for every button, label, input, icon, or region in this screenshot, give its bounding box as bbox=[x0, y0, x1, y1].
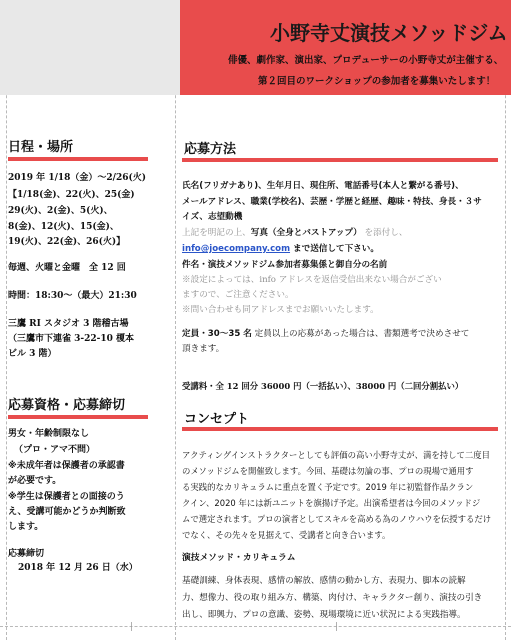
apply-heading: 応募方法 bbox=[184, 142, 237, 157]
capacity-label: 定員・30～35 名 bbox=[182, 329, 252, 339]
eligibility-line: ※学生は保護者との面接のう bbox=[8, 492, 125, 502]
venue-line: （三鷹市下連雀 3-22-10 榎本 bbox=[8, 334, 135, 344]
email-instruction bbox=[182, 243, 379, 255]
schedule-divider bbox=[8, 157, 148, 161]
concept-line: のメソッドジムを開催致します。今回、基礎は勿論の事、プロの現場で通用す bbox=[182, 466, 474, 476]
schedule-date-line: 8(金)、12(火)、15(金)、 bbox=[8, 222, 119, 232]
layout-guide-bottom bbox=[0, 626, 511, 627]
photo-suffix: を添付し、 bbox=[361, 228, 408, 238]
header-subtitle-line2: 第２回目のワークショップの参加者を募集いたします！ bbox=[258, 76, 496, 87]
photo-requirement: 写真（全身とバストアップ） bbox=[250, 228, 362, 238]
concept-line: る実践的なカリキュラムに重点を置く予定です。2019 年に初監督作品クラン bbox=[182, 482, 474, 492]
schedule-date-line: 【1/18(金)、22(火)、25(金) bbox=[8, 190, 135, 200]
apply-note: ※設定によっては、info アドレスを返信受信出来ない場合がござい bbox=[182, 275, 442, 285]
photo-instruction bbox=[182, 227, 407, 239]
schedule-date-line: 19(火)、22(金)、26(火)】 bbox=[8, 237, 126, 247]
capacity-line bbox=[182, 328, 469, 340]
deadline-label: 応募締切 bbox=[8, 549, 45, 559]
eligibility-heading: 応募資格・応募締切 bbox=[8, 398, 126, 413]
eligibility-line: します。 bbox=[8, 522, 44, 532]
apply-requirements-line: イズ、志望動機 bbox=[182, 212, 243, 222]
eligibility-line: ※未成年者は保護者の承認書 bbox=[8, 461, 125, 471]
concept-divider bbox=[182, 427, 498, 431]
page-title: 小野寺丈演技メソッドジム bbox=[270, 21, 508, 45]
eligibility-line: が必要です。 bbox=[8, 476, 62, 486]
apply-note: ※問い合わせも同アドレスまでお願いいたします。 bbox=[182, 305, 379, 315]
concept-line: でなく、その先々を見据えて、受講者と向き合います。 bbox=[182, 530, 391, 540]
crop-mark-icon: | bbox=[335, 622, 339, 632]
deadline-date: 2018 年 12 月 26 日（水） bbox=[18, 563, 138, 573]
email-link[interactable]: info@joecompany.com bbox=[182, 244, 291, 254]
crop-mark-icon: | bbox=[130, 622, 134, 632]
capacity-text-cont: 頂きます。 bbox=[182, 344, 225, 354]
subject-instruction: 件名・演技メソッドジム参加者募集係と御自分の名前 bbox=[182, 260, 388, 270]
schedule-heading: 日程・場所 bbox=[8, 140, 74, 155]
curriculum-heading: 演技メソッド・カリキュラム bbox=[182, 553, 296, 563]
concept-line: ムで選定されます。プロの演者としてスキルを高める為のノウハウを伝授するだけ bbox=[182, 514, 492, 524]
curriculum-line: 基礎訓練、身体表現、感情の解放、感情の動かし方、表現力、脚本の読解 bbox=[182, 576, 466, 586]
curriculum-line: 力、想像力、役の取り組み方、構築、肉付け、キャラクター創り、演技の引き bbox=[182, 593, 483, 603]
apply-divider bbox=[182, 158, 498, 162]
apply-requirements-line: 氏名(フリガナあり)、生年月日、現住所、電話番号(本人と繋がる番号)、 bbox=[182, 181, 464, 191]
photo-prefix: 上記を明記の上、 bbox=[182, 228, 251, 238]
layout-guide-gutter bbox=[175, 0, 176, 640]
concept-line: クイン、2020 年には新ユニットを旗揚げ予定。出演希望者は今回のメソッドジ bbox=[182, 498, 481, 508]
venue-line: ビル 3 階） bbox=[8, 349, 57, 359]
eligibility-divider bbox=[8, 415, 148, 419]
schedule-date-range: 2019 年 1/18（金）～2/26(火) bbox=[8, 173, 146, 183]
concept-line: アクティングインストラクターとしても評価の高い小野寺丈が、満を持して二度目 bbox=[182, 450, 490, 460]
schedule-frequency: 毎週、火曜と金曜 全 12 回 bbox=[8, 263, 126, 273]
eligibility-line: え、受講可能かどうか判断致 bbox=[8, 507, 126, 517]
curriculum-line: 出し、即興力、プロの意識、姿勢、現場環境に近い状況による実践指導。 bbox=[182, 610, 466, 620]
layout-guide-left bbox=[6, 0, 7, 640]
schedule-time: 時間：18:30～（最大）21:30 bbox=[8, 291, 137, 301]
concept-heading: コンセプト bbox=[184, 412, 250, 427]
header-subtitle-line1: 俳優、劇作家、演出家、プロデューサーの小野寺丈が主催する、 bbox=[228, 55, 504, 66]
schedule-date-line: 29(火)、2(金)、5(火)、 bbox=[8, 206, 113, 216]
apply-note: ますので、ご注意ください。 bbox=[182, 290, 294, 300]
layout-guide-right bbox=[505, 0, 506, 640]
apply-requirements-line: メールアドレス、職業(学校名)、芸歴・学歴と経歴、趣味・特技、身長・３サ bbox=[182, 197, 482, 207]
fee-line: 受講料・全 12 回分 36000 円（一括払い）、38000 円（二回分割払い） bbox=[182, 381, 464, 391]
send-instruction: まで送信して下さい。 bbox=[290, 244, 379, 254]
eligibility-line: 男女・年齢制限なし bbox=[8, 429, 90, 439]
venue-line: 三鷹 RI スタジオ 3 階稽古場 bbox=[8, 319, 129, 329]
capacity-text: 定員以上の応募があった場合は、書類選考で決めさせて bbox=[251, 329, 470, 339]
eligibility-line: （プロ・アマ不問） bbox=[14, 445, 96, 455]
